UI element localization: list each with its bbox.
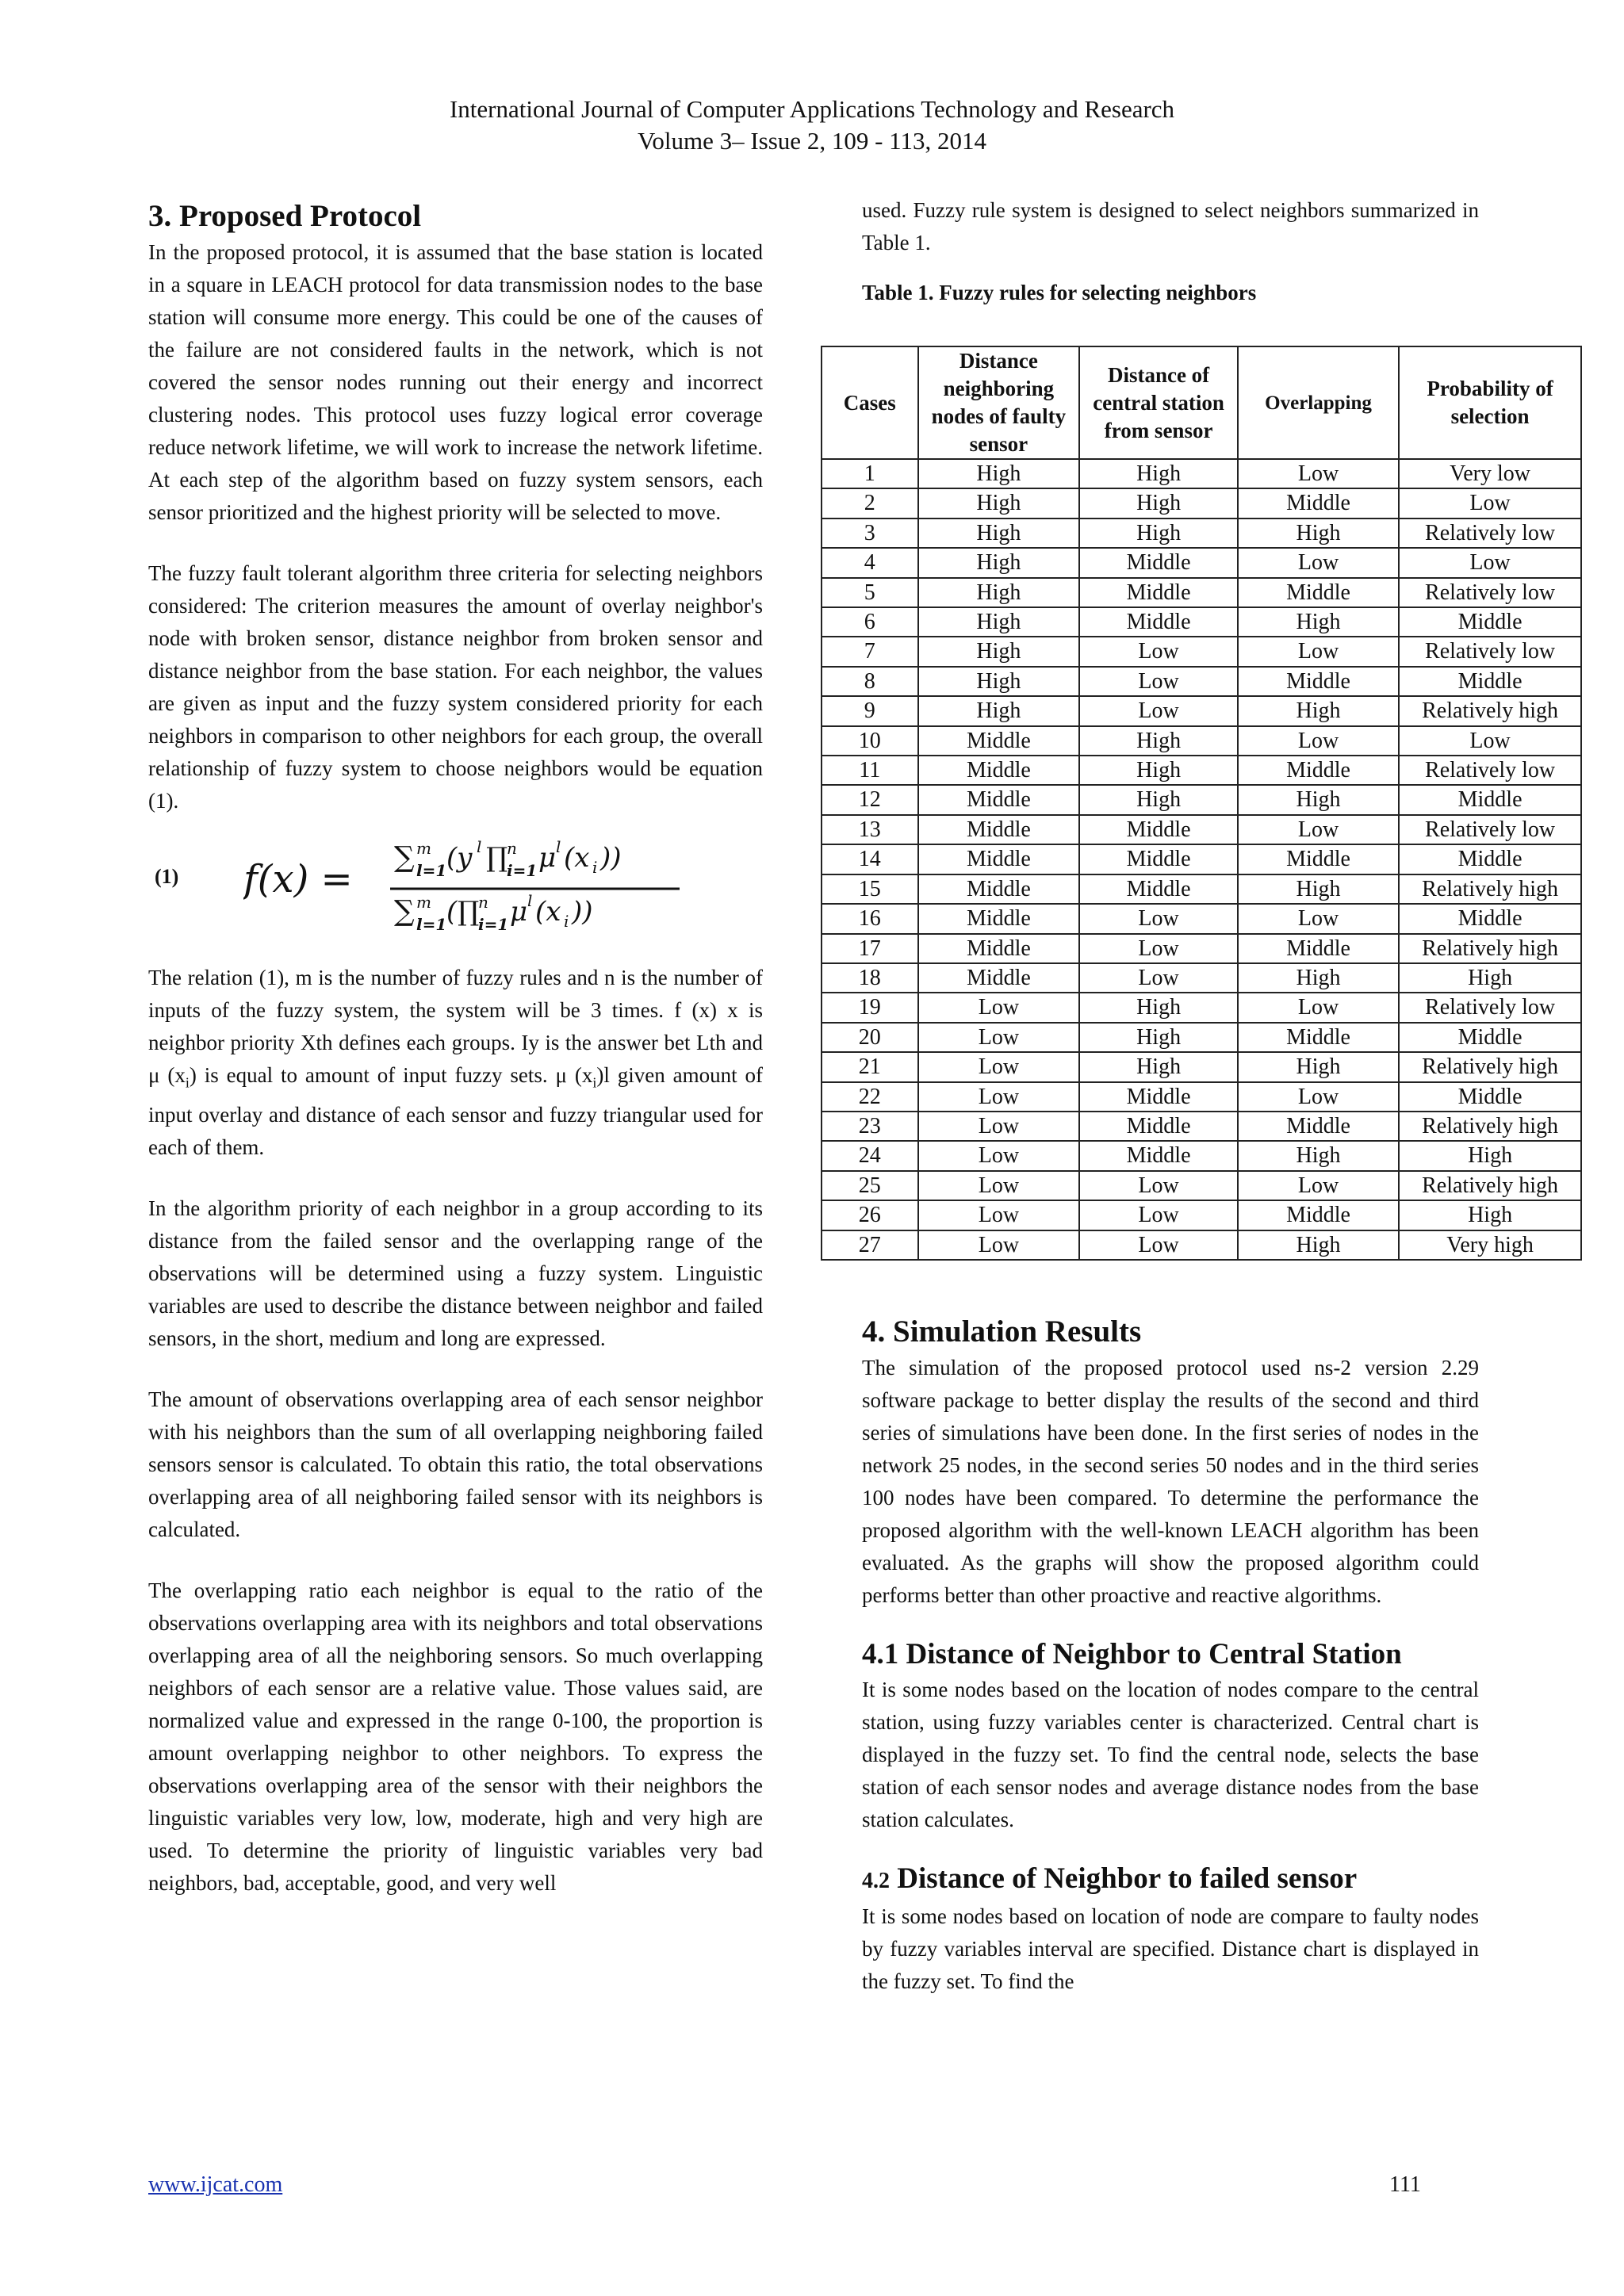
table-cell: High: [1079, 1052, 1238, 1081]
section-4-1-title: 4.1 Distance of Neighbor to Central Station: [862, 1638, 1402, 1670]
table-cell: Low: [918, 1171, 1080, 1200]
table-cell: 19: [822, 993, 918, 1022]
table-row: [822, 637, 1581, 666]
page-number: 111: [1389, 2172, 1421, 2197]
table-cell: High: [918, 519, 1080, 548]
journal-title: International Journal of Computer Applications Technology and Research: [449, 95, 1175, 123]
table-cell: Middle: [1399, 1082, 1581, 1112]
fuzzy-priority-formula: [243, 827, 688, 938]
table-cell: 6: [822, 607, 918, 637]
table-cell: Low: [1238, 548, 1399, 577]
table-cell: 3: [822, 519, 918, 548]
header-distance-faulty: Distance neighboring nodes of faulty sensor: [918, 346, 1080, 459]
paragraph-4: In the algorithm priority of each neighbor in a group according to its distance from the failed sensor and the overlapping range of the observations will be determined using a fuzzy system. Linguistic variables are used to describe the distance between neighbor and failed sensors, in the short, medium and long are expressed.: [148, 1196, 763, 1351]
journal-header: [0, 94, 1624, 157]
paragraph-2: The fuzzy fault tolerant algorithm three criteria for selecting neighbors considered: The criterion measures the amount of overlay neighbor's node with broken sensor, distance neighbor from broken sensor and distance neighbor from the base station. For each neighbor, the values are given as input and the fuzzy system considered priority for each neighbors in comparison to other neighbors for each group, the overall relationship of fuzzy system to choose neighbors would be equation (1).: [148, 561, 763, 813]
table-cell: 21: [822, 1052, 918, 1081]
svg-text:m: m: [416, 893, 431, 912]
table-cell: 10: [822, 726, 918, 756]
table-cell: High: [918, 548, 1080, 577]
table-row: [822, 548, 1581, 577]
section-4: [862, 1312, 1479, 1998]
svg-text:(: (: [446, 896, 458, 928]
table-row: [822, 874, 1581, 904]
table-cell: Relatively low: [1399, 578, 1581, 607]
table-cell: Middle: [1238, 667, 1399, 696]
table-cell: Low: [1238, 993, 1399, 1022]
table-cell: Low: [918, 1141, 1080, 1170]
table-cell: Middle: [1399, 844, 1581, 874]
table-cell: Low: [1238, 726, 1399, 756]
svg-text:∏: ∏: [458, 896, 480, 928]
table-cell: Middle: [1399, 1023, 1581, 1052]
table-cell: High: [1079, 726, 1238, 756]
table-cell: High: [1399, 963, 1581, 993]
table-cell: Low: [1079, 963, 1238, 993]
table-cell: Low: [1238, 459, 1399, 488]
table-row: [822, 1200, 1581, 1230]
paragraph-6: The overlapping ratio each neighbor is equal to the ratio of the observations overlapping area with its neighbors and total observations overlapping area of all the neighboring sensors. So much overlapping neighbors of each sensor are a relative value. Those values said, are normalized value and expressed in the range 0-100, the proportion is amount overlapping neighbor to other neighbors. To express the observations overlapping area of the sensor with their neighbors the linguistic variables very low, low, moderate, high and very high are used. To determine the priority of linguistic variables very bad neighbors, bad, acceptable, good, and very well: [148, 1578, 763, 1896]
table-cell: Middle: [1079, 874, 1238, 904]
table-cell: Low: [1079, 1230, 1238, 1260]
table-cell: 22: [822, 1082, 918, 1112]
table-cell: High: [918, 637, 1080, 666]
svg-text:f(x) =: f(x) =: [243, 857, 353, 901]
table-cell: Relatively low: [1399, 993, 1581, 1022]
table-cell: Middle: [918, 756, 1080, 785]
table-row: [822, 578, 1581, 607]
table-cell: High: [1238, 1141, 1399, 1170]
table-cell: Low: [918, 1230, 1080, 1260]
table-row: [822, 844, 1581, 874]
table-cell: 15: [822, 874, 918, 904]
table-cell: Low: [1079, 1200, 1238, 1230]
left-column: [148, 197, 763, 1900]
table-cell: High: [1079, 993, 1238, 1022]
svg-text:∏: ∏: [486, 842, 508, 874]
svg-text:(x: (x: [564, 842, 590, 874]
table-cell: Middle: [918, 874, 1080, 904]
table-cell: Low: [1238, 637, 1399, 666]
table-cell: Middle: [1238, 488, 1399, 518]
table-cell: High: [1238, 785, 1399, 814]
table-cell: Middle: [918, 934, 1080, 963]
svg-text:μ: μ: [538, 842, 557, 874]
table-cell: 20: [822, 1023, 918, 1052]
table-cell: High: [1399, 1141, 1581, 1170]
table-cell: Middle: [918, 726, 1080, 756]
table-cell: High: [1238, 1052, 1399, 1081]
table-cell: Relatively high: [1399, 696, 1581, 725]
table-cell: Middle: [1399, 785, 1581, 814]
table-cell: High: [918, 607, 1080, 637]
table-cell: Low: [918, 1082, 1080, 1112]
table-cell: High: [1079, 488, 1238, 518]
table-cell: Middle: [1238, 578, 1399, 607]
table-cell: Middle: [918, 963, 1080, 993]
svg-text:)): )): [572, 896, 593, 928]
table-cell: Low: [1079, 904, 1238, 933]
equation-number: (1): [155, 865, 179, 888]
table-row: [822, 696, 1581, 725]
svg-text:l=1: l=1: [416, 915, 447, 934]
table-cell: High: [1079, 1023, 1238, 1052]
table-cell: Low: [1238, 904, 1399, 933]
table-cell: High: [1238, 607, 1399, 637]
svg-text:i=1: i=1: [507, 861, 538, 880]
svg-text:l: l: [556, 837, 561, 856]
table-cell: Middle: [1238, 844, 1399, 874]
svg-text:i=1: i=1: [478, 915, 509, 934]
table-cell: High: [918, 578, 1080, 607]
table-header-row: [822, 346, 1581, 459]
table-row: [822, 1171, 1581, 1200]
table-cell: Middle: [1238, 1200, 1399, 1230]
table-row: [822, 667, 1581, 696]
table-cell: Low: [1238, 1082, 1399, 1112]
table-cell: Middle: [1079, 548, 1238, 577]
section-4-2-paragraph: It is some nodes based on location of node are compare to faulty nodes by fuzzy variables interval are specified. Distance chart is displayed in the fuzzy set. To find the: [862, 1904, 1479, 1993]
table-row: [822, 488, 1581, 518]
table-cell: High: [1238, 874, 1399, 904]
table-cell: 12: [822, 785, 918, 814]
table-cell: 27: [822, 1230, 918, 1260]
table-cell: Middle: [1079, 815, 1238, 844]
svg-text:(y: (y: [446, 842, 473, 874]
table-cell: Middle: [1079, 1141, 1238, 1170]
table-cell: Relatively low: [1399, 815, 1581, 844]
table-cell: High: [918, 459, 1080, 488]
table-cell: Very high: [1399, 1230, 1581, 1260]
table-cell: Middle: [918, 815, 1080, 844]
table-row: [822, 993, 1581, 1022]
table-cell: 9: [822, 696, 918, 725]
table-row: [822, 756, 1581, 785]
table-cell: 14: [822, 844, 918, 874]
table-cell: Relatively low: [1399, 756, 1581, 785]
table-cell: Low: [1238, 1171, 1399, 1200]
table-cell: Low: [1399, 488, 1581, 518]
table-body: [822, 459, 1581, 1260]
table-cell: 16: [822, 904, 918, 933]
table-cell: 7: [822, 637, 918, 666]
table-cell: High: [1238, 519, 1399, 548]
header-cases: Cases: [822, 346, 918, 459]
svg-text:i: i: [564, 912, 569, 931]
table-cell: High: [1079, 459, 1238, 488]
table-row: [822, 785, 1581, 814]
section-4-1-paragraph: It is some nodes based on the location of nodes compare to the central station, using fuzzy variables center is characterized. Central chart is displayed in the fuzzy set. To find the central node, selects the base station of each sensor nodes and average distance nodes from the base station calculates.: [862, 1678, 1479, 1831]
table-cell: Middle: [1238, 934, 1399, 963]
svg-text:i: i: [592, 858, 598, 877]
table-row: [822, 459, 1581, 488]
table-row: [822, 904, 1581, 933]
table-cell: 1: [822, 459, 918, 488]
svg-text:l: l: [477, 837, 482, 856]
table-cell: Middle: [918, 904, 1080, 933]
table-cell: 18: [822, 963, 918, 993]
svg-text:n: n: [507, 839, 517, 858]
table-cell: 23: [822, 1112, 918, 1141]
paragraph-table-intro: used. Fuzzy rule system is designed to select neighbors summarized in Table 1.: [862, 198, 1479, 254]
table-cell: 5: [822, 578, 918, 607]
svg-text:μ: μ: [510, 896, 528, 928]
right-column: [862, 194, 1479, 309]
svg-text:l: l: [527, 891, 533, 910]
table-cell: Very low: [1399, 459, 1581, 488]
table-cell: Low: [1399, 726, 1581, 756]
table-cell: High: [1238, 963, 1399, 993]
paragraph-5: The amount of observations overlapping area of each sensor neighbor with his neighbors than the sum of all overlapping neighboring failed sensors sensor is calculated. To obtain this ratio, the total observations overlapping area of all neighboring failed sensor with its neighbors is calculated.: [148, 1387, 763, 1542]
fuzzy-rules-table: [821, 346, 1582, 1261]
table-cell: High: [1238, 1230, 1399, 1260]
table-cell: 26: [822, 1200, 918, 1230]
paragraph-1: In the proposed protocol, it is assumed that the base station is located in a square in LEACH protocol for data transmission nodes to the base station will consume more energy. This could be one of the causes of the failure are not considered faults in the network, which is not covered the sensor nodes running out their energy and incorrect clustering nodes. This protocol uses fuzzy logical error coverage reduce network lifetime, we will work to increase the network lifetime. At each step of the algorithm based on fuzzy system sensors, each sensor prioritized and the highest priority will be selected to move.: [148, 240, 763, 524]
table-cell: High: [1399, 1200, 1581, 1230]
table-cell: 8: [822, 667, 918, 696]
table-row: [822, 815, 1581, 844]
table-cell: 11: [822, 756, 918, 785]
paragraph-3: The relation (1), m is the number of fuzzy rules and n is the number of inputs of the fuzzy system, the system will be 3 times. f (x) x is neighbor priority Xth defines each groups. Iy is the answer bet Lth and μ $(x_i)$ is equal to amount of input fuzzy sets. μ $(x_i)l$ given amount of input overlay and distance of each sensor and fuzzy triangular used for each of them.: [148, 966, 763, 1160]
equation-1: [148, 827, 763, 962]
table-cell: High: [1079, 785, 1238, 814]
table-cell: Low: [1399, 548, 1581, 577]
svg-text:m: m: [416, 839, 431, 858]
svg-text:∑: ∑: [394, 841, 415, 874]
table-cell: Middle: [1079, 578, 1238, 607]
table-cell: Low: [1079, 934, 1238, 963]
table-caption: Table 1. Fuzzy rules for selecting neighbors: [862, 281, 1257, 304]
journal-volume: Volume 3– Issue 2, 109 - 113, 2014: [637, 127, 986, 155]
table-cell: Middle: [1079, 1112, 1238, 1141]
section-3-title: 3. Proposed Protocol: [148, 199, 422, 233]
section-4-paragraph: The simulation of the proposed protocol used ns-2 version 2.29 software package to better display the results of the second and third series of simulations have been done. In the first series of nodes in the network 25 nodes, in the second series 50 nodes and in the third series 100 nodes have been compared. To determine the performance the proposed algorithm with the well-known LEACH algorithm has been evaluated. As the graphs will show the proposed algorithm could performs better than other proactive and reactive algorithms.: [862, 1356, 1479, 1607]
table-cell: Relatively high: [1399, 1171, 1581, 1200]
table-cell: High: [918, 488, 1080, 518]
table-row: [822, 607, 1581, 637]
table-cell: Middle: [918, 785, 1080, 814]
table-cell: Low: [918, 993, 1080, 1022]
table-cell: High: [1238, 696, 1399, 725]
table-cell: Middle: [1399, 607, 1581, 637]
table-cell: 13: [822, 815, 918, 844]
table-row: [822, 1141, 1581, 1170]
table-cell: Middle: [1079, 607, 1238, 637]
table-cell: Middle: [1079, 844, 1238, 874]
table-cell: Relatively low: [1399, 637, 1581, 666]
table-cell: Relatively high: [1399, 1052, 1581, 1081]
table-cell: High: [1079, 756, 1238, 785]
svg-text:∑: ∑: [394, 895, 415, 928]
table-cell: Low: [918, 1200, 1080, 1230]
table-cell: Low: [1079, 637, 1238, 666]
table-cell: Relatively high: [1399, 1112, 1581, 1141]
table-cell: Low: [918, 1052, 1080, 1081]
table-cell: Low: [1079, 696, 1238, 725]
table-cell: Low: [1079, 1171, 1238, 1200]
table-row: [822, 1023, 1581, 1052]
table-cell: Middle: [918, 844, 1080, 874]
table-cell: Middle: [1238, 1112, 1399, 1141]
table-row: [822, 1230, 1581, 1260]
table-row: [822, 1052, 1581, 1081]
svg-text:)): )): [600, 842, 622, 874]
table-cell: High: [1079, 519, 1238, 548]
table-row: [822, 1082, 1581, 1112]
header-probability: Probability of selection: [1399, 346, 1581, 459]
table-cell: Relatively low: [1399, 519, 1581, 548]
table-cell: Middle: [1238, 1023, 1399, 1052]
journal-website-link[interactable]: www.ijcat.com: [148, 2172, 283, 2197]
table-cell: Middle: [1399, 667, 1581, 696]
table-cell: Relatively high: [1399, 934, 1581, 963]
table-cell: 4: [822, 548, 918, 577]
header-distance-central: Distance of central station from sensor: [1079, 346, 1238, 459]
table-row: [822, 934, 1581, 963]
table-cell: Middle: [1079, 1082, 1238, 1112]
svg-text:l=1: l=1: [416, 861, 447, 880]
svg-text:n: n: [478, 893, 488, 912]
header-overlapping: Overlapping: [1238, 346, 1399, 459]
table-cell: High: [918, 696, 1080, 725]
section-4-title: 4. Simulation Results: [862, 1314, 1142, 1349]
table-cell: 24: [822, 1141, 918, 1170]
table-row: [822, 519, 1581, 548]
table-cell: Low: [1238, 815, 1399, 844]
table-cell: 2: [822, 488, 918, 518]
table-cell: 25: [822, 1171, 918, 1200]
table-row: [822, 963, 1581, 993]
table-cell: Low: [918, 1023, 1080, 1052]
table-cell: Relatively high: [1399, 874, 1581, 904]
table-cell: Middle: [1399, 904, 1581, 933]
table-cell: 17: [822, 934, 918, 963]
svg-text:(x: (x: [535, 896, 561, 928]
table-cell: Low: [1079, 667, 1238, 696]
table-cell: Middle: [1238, 756, 1399, 785]
table-cell: High: [918, 667, 1080, 696]
table-row: [822, 1112, 1581, 1141]
table-row: [822, 726, 1581, 756]
table-cell: Low: [918, 1112, 1080, 1141]
section-4-2-title: 4.2 Distance of Neighbor to failed sensor: [862, 1862, 1358, 1895]
